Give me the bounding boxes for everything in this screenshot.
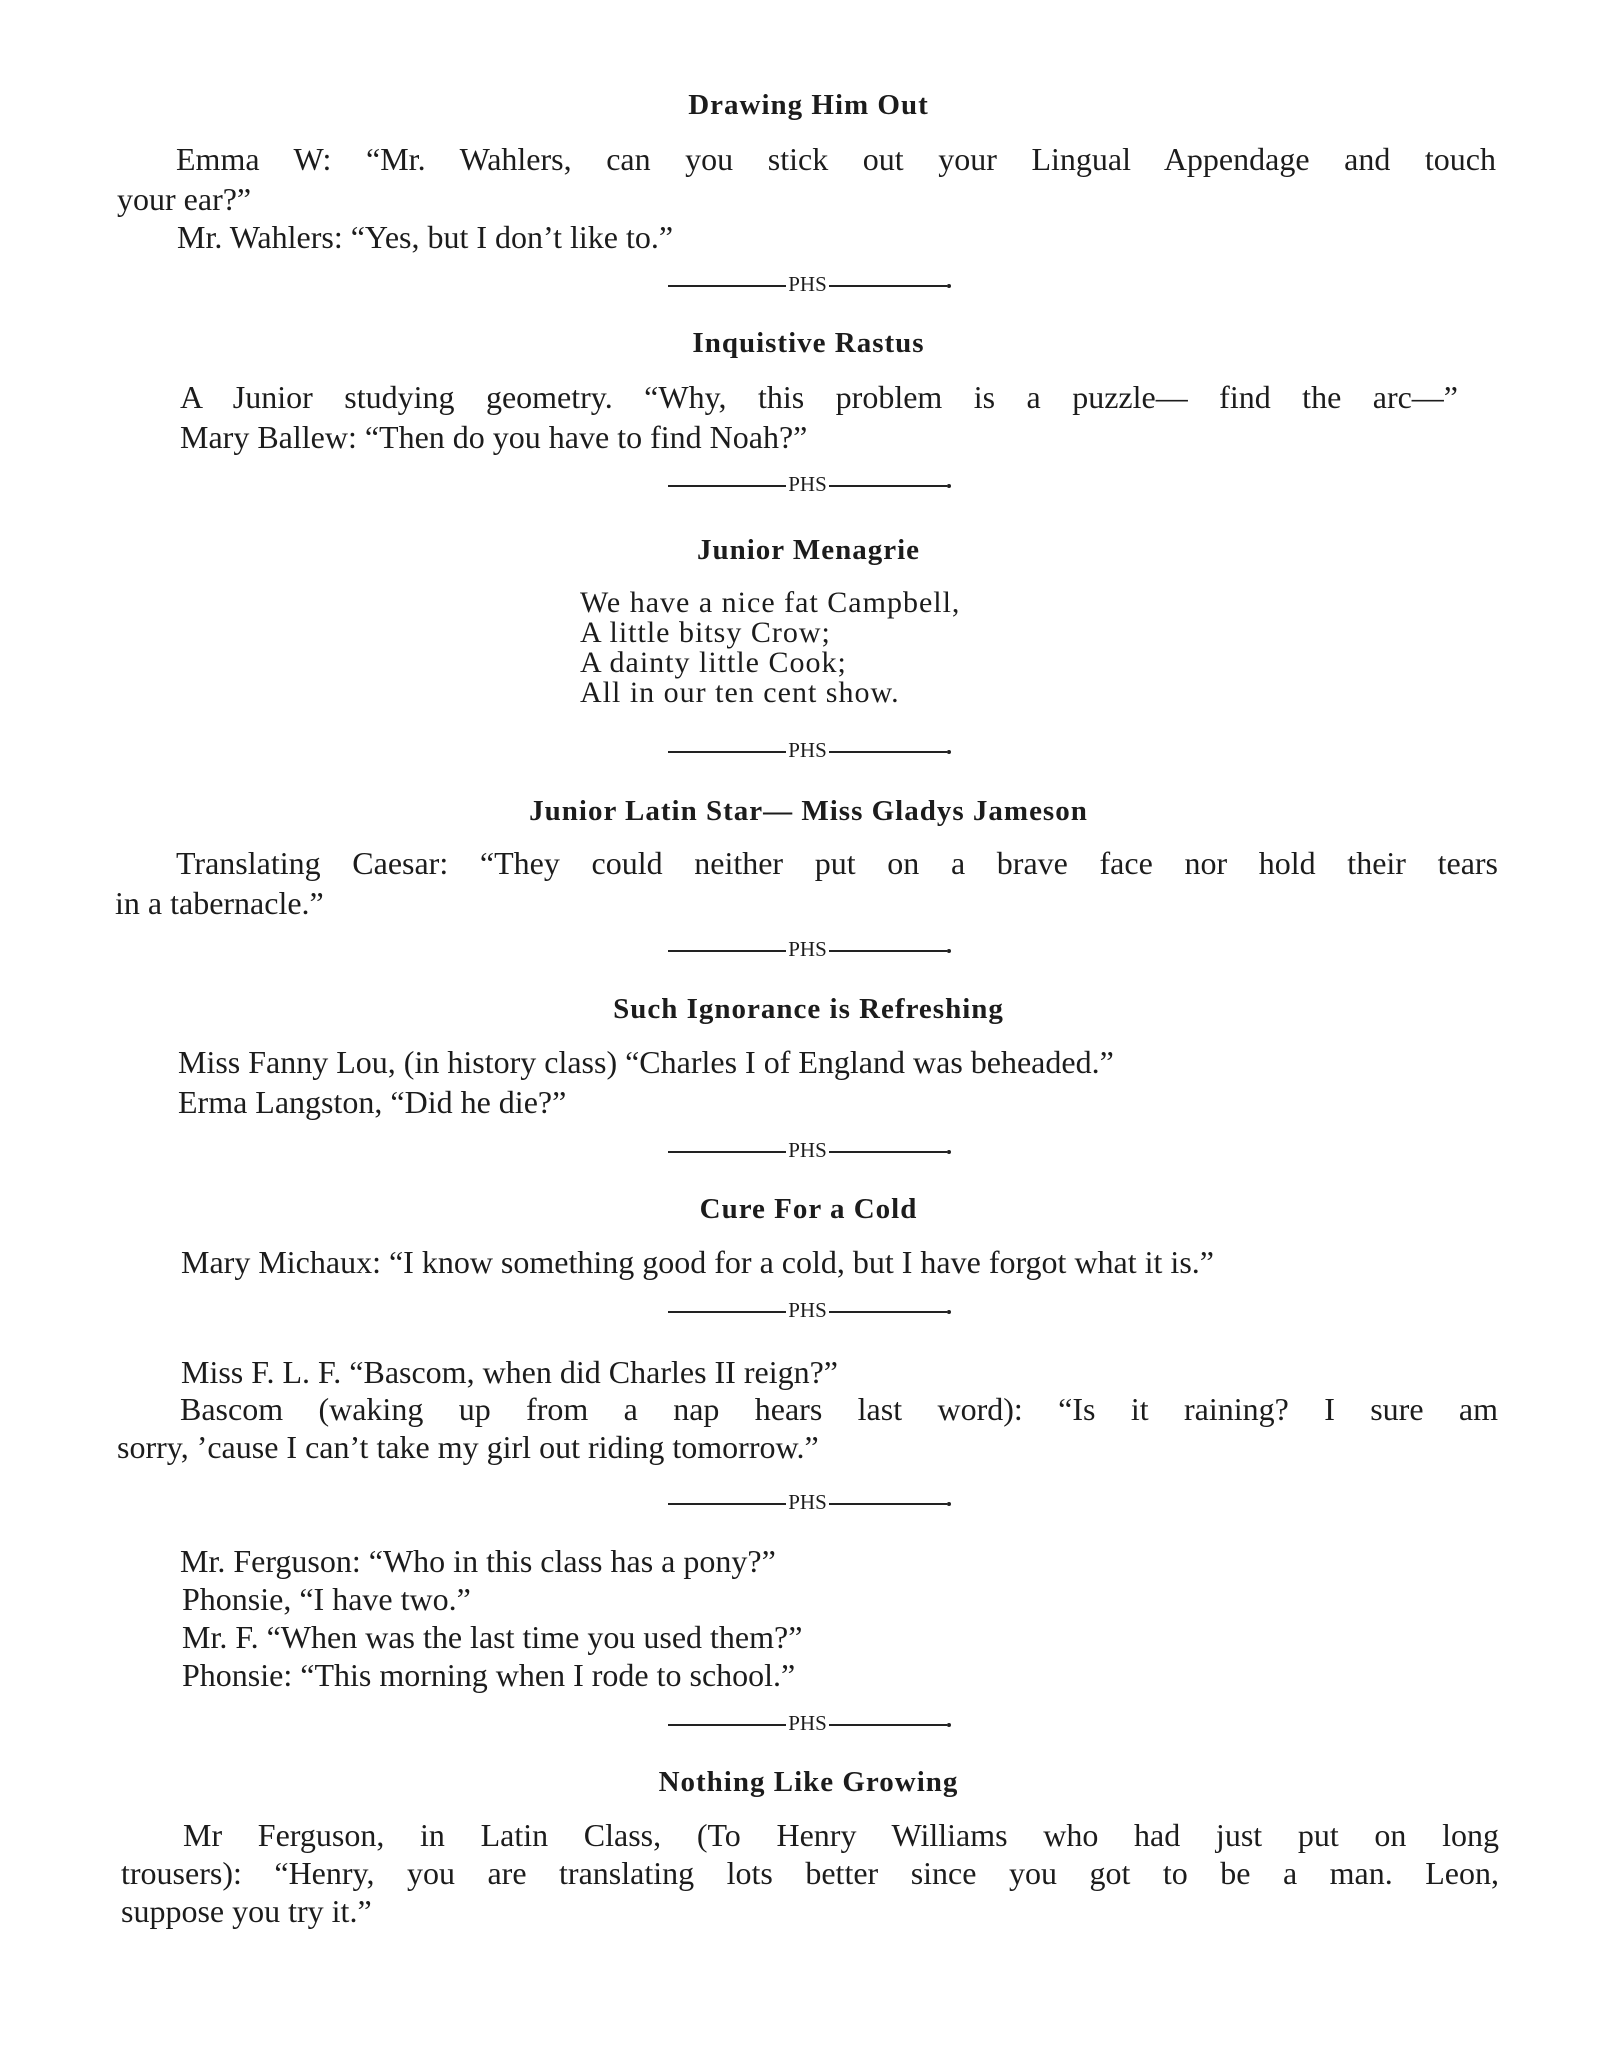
text-line: Mr. Ferguson: “Who in this class has a pony?” [180,1543,776,1579]
separator-label: PHS [788,738,827,762]
phs-separator [0,738,1617,762]
text-line: Miss Fanny Lou, (in history class) “Charles I of England was beheaded.” [178,1044,1114,1080]
poem-line: All in our ten cent show. [580,676,900,709]
text-line: Miss F. L. F. “Bascom, when did Charles II reign?” [181,1354,838,1390]
text-line: Phonsie, “I have two.” [182,1581,471,1617]
separator-label: PHS [788,1711,827,1735]
text-line: Phonsie: “This morning when I rode to school.” [182,1657,796,1693]
separator-label: PHS [788,1490,827,1514]
text-line: Translating Caesar: “They could neither put on a brave face nor hold their tears [176,845,1498,881]
section-heading-junior-latin-star: Junior Latin Star— Miss Gladys Jameson [529,795,1088,827]
text-line: Bascom (waking up from a nap hears last word): “Is it raining? I sure am [180,1391,1498,1427]
section-heading-drawing-him-out: Drawing Him Out [688,89,929,121]
section-heading-junior-menagrie: Junior Menagrie [696,534,921,566]
phs-separator [0,472,1617,496]
section-heading-cure-for-a-cold: Cure For a Cold [699,1193,918,1225]
phs-separator [0,1138,1617,1162]
text-line: Mr Ferguson, in Latin Class, (To Henry Williams who had just put on long [183,1817,1499,1853]
phs-separator [0,1711,1617,1735]
text-line: your ear?” [117,181,252,217]
separator-label: PHS [788,1138,827,1162]
text-line: Mr. Wahlers: “Yes, but I don’t like to.” [177,219,674,255]
section-heading-nothing-like-growing: Nothing Like Growing [658,1766,959,1798]
separator-label: PHS [788,472,827,496]
text-line: Mary Ballew: “Then do you have to find Noah?” [180,419,808,455]
section-heading-such-ignorance: Such Ignorance is Refreshing [613,993,1004,1025]
separator-label: PHS [788,1298,827,1322]
section-heading-inquistive-rastus: Inquistive Rastus [692,327,925,359]
text-line: Mary Michaux: “I know something good for a cold, but I have forgot what it is.” [181,1244,1214,1280]
text-line: trousers): “Henry, you are translating lots better since you got to be a man. Leon, [121,1855,1499,1891]
poem-line: We have a nice fat Campbell, [580,586,961,619]
text-line: A Junior studying geometry. “Why, this problem is a puzzle— find the arc—” [180,379,1458,415]
separator-label: PHS [788,272,827,296]
text-line: sorry, ’cause I can’t take my girl out riding tomorrow.” [117,1429,819,1465]
text-line: Emma W: “Mr. Wahlers, can you stick out your Lingual Appendage and touch [176,141,1496,177]
phs-separator [0,1490,1617,1514]
poem-line: A dainty little Cook; [580,646,847,679]
text-line: Erma Langston, “Did he die?” [178,1084,567,1120]
text-line: in a tabernacle.” [115,885,324,921]
phs-separator [0,1298,1617,1322]
poem-line: A little bitsy Crow; [580,616,831,649]
text-line: suppose you try it.” [121,1893,372,1929]
text-line: Mr. F. “When was the last time you used them?” [182,1619,803,1655]
separator-label: PHS [788,937,827,961]
phs-separator [0,272,1617,296]
phs-separator [0,937,1617,961]
